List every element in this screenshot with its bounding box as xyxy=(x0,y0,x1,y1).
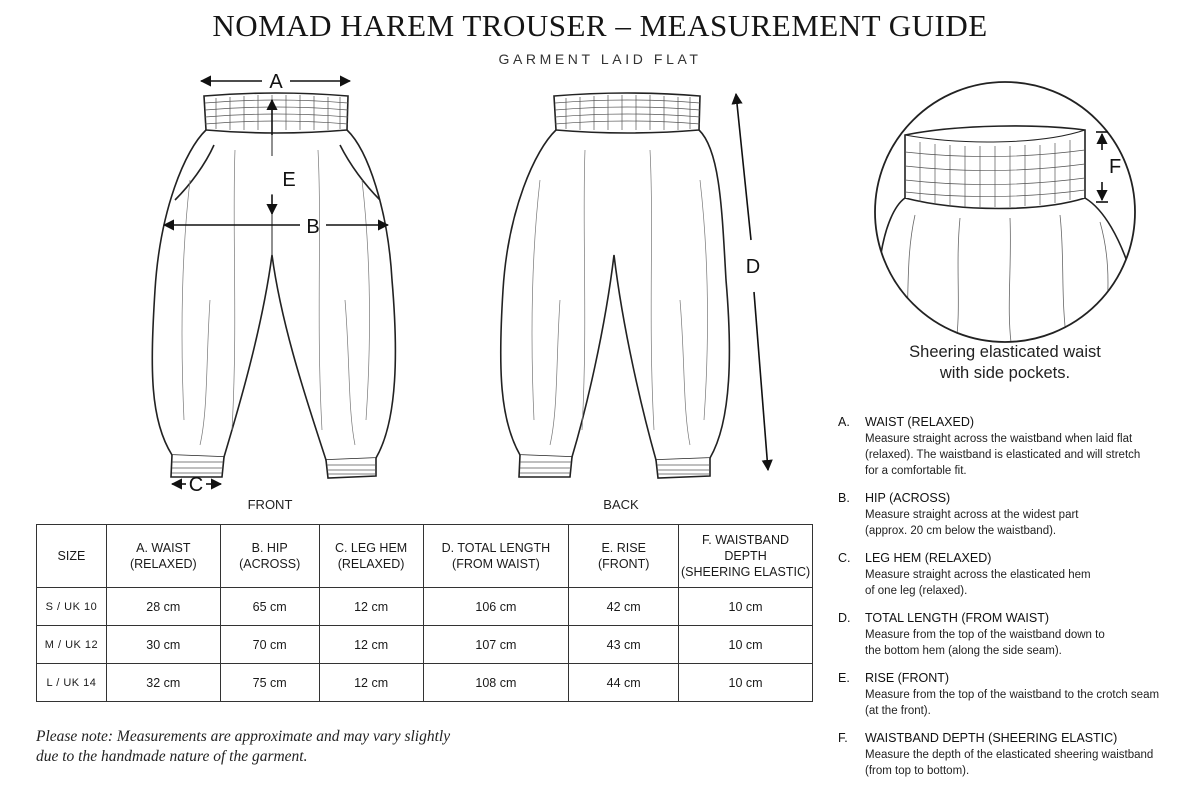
hip-cell: 65 cm xyxy=(220,588,319,626)
rise-cell: 42 cm xyxy=(569,588,679,626)
front-trouser-drawing xyxy=(152,93,395,478)
legend-letter: E. xyxy=(838,671,850,685)
legend-item-hip: B. HIP (ACROSS) Measure straight across at the widest part (approx. 20 cm below the waistband). xyxy=(838,491,1079,537)
hip-cell: 70 cm xyxy=(220,626,319,664)
legend-title: LEG HEM (RELAXED) xyxy=(865,551,992,565)
legend-item-waist: A. WAIST (RELAXED) Measure straight across the waistband when laid flat (relaxed). The waistband is elasticated and will stretch for a comfortable fit. xyxy=(838,415,1141,477)
page-title: NOMAD HAREM TROUSER – MEASUREMENT GUIDE xyxy=(212,8,988,43)
back-view-label: BACK xyxy=(603,497,639,512)
total-length-cell: 107 cm xyxy=(423,626,569,664)
legend-item-leg-hem: C. LEG HEM (RELAXED) Measure straight across the elasticated hem of one leg (relaxed). xyxy=(838,551,1091,597)
header-rise: E. RISE (FRONT) xyxy=(569,525,679,588)
hip-cell: 75 cm xyxy=(220,664,319,702)
header-leg-hem: C. LEG HEM (RELAXED) xyxy=(319,525,423,588)
legend-letter: A. xyxy=(838,415,850,429)
size-chart-table xyxy=(36,524,813,702)
measurement-legend xyxy=(838,414,1183,790)
total-length-cell: 106 cm xyxy=(423,588,569,626)
legend-title: RISE (FRONT) xyxy=(865,671,950,685)
waist-cell: 32 cm xyxy=(106,664,220,702)
waist-cell: 28 cm xyxy=(106,588,220,626)
waistband-detail-caption: Sheering elasticated waist with side pockets. xyxy=(909,343,1101,382)
waistband-depth-cell: 10 cm xyxy=(679,626,813,664)
front-view-label: FRONT xyxy=(247,497,293,512)
leg-hem-cell: 12 cm xyxy=(319,588,423,626)
header-total-length: D. TOTAL LENGTH (FROM WAIST) xyxy=(423,525,569,588)
size-cell: M / UK 12 xyxy=(37,626,107,664)
marker-d-label: D xyxy=(745,256,761,278)
header-waist: A. WAIST (RELAXED) xyxy=(106,525,220,588)
legend-title: TOTAL LENGTH (FROM WAIST) xyxy=(865,611,1050,625)
back-trouser-drawing xyxy=(501,93,730,478)
leg-hem-cell: 12 cm xyxy=(319,664,423,702)
header-waistband-depth: F. WAISTBAND DEPTH (SHEERING ELASTIC) xyxy=(679,525,813,588)
legend-letter: F. xyxy=(838,731,848,745)
waistband-detail-drawing xyxy=(875,82,1135,350)
legend-title: HIP (ACROSS) xyxy=(865,491,951,505)
total-length-cell: 108 cm xyxy=(423,664,569,702)
leg-hem-cell: 12 cm xyxy=(319,626,423,664)
page-subtitle: GARMENT LAID FLAT xyxy=(498,51,702,67)
legend-item-total-length: D. TOTAL LENGTH (FROM WAIST) Measure from the top of the waistband down to the bottom hem (along the side seam). xyxy=(838,611,1105,657)
marker-a-label: A xyxy=(269,71,283,93)
header-size: SIZE xyxy=(37,525,107,588)
waistband-depth-cell: 10 cm xyxy=(679,588,813,626)
legend-item-waistband-depth: F. WAISTBAND DEPTH (SHEERING ELASTIC) Measure the depth of the elasticated sheering waistband (from top to bottom). xyxy=(838,731,1154,777)
measurement-note: Please note: Measurements are approximate and may vary slightly due to the handmade nature of the garment. xyxy=(36,728,451,765)
size-cell: S / UK 10 xyxy=(37,588,107,626)
size-cell: L / UK 14 xyxy=(37,664,107,702)
table-header-row xyxy=(37,525,813,588)
legend-letter: B. xyxy=(838,491,850,505)
marker-f-label: F xyxy=(1109,156,1122,178)
legend-letter: D. xyxy=(838,611,851,625)
rise-cell: 43 cm xyxy=(569,626,679,664)
marker-c-label: C xyxy=(188,474,204,496)
header-hip: B. HIP (ACROSS) xyxy=(220,525,319,588)
legend-title: WAIST (RELAXED) xyxy=(865,415,975,429)
table-row xyxy=(37,626,813,664)
legend-letter: C. xyxy=(838,551,851,565)
legend-item-rise: E. RISE (FRONT) Measure from the top of the waistband to the crotch seam (at the front). xyxy=(838,671,1160,717)
marker-e-label: E xyxy=(282,169,296,191)
table-row xyxy=(37,588,813,626)
waistband-depth-cell: 10 cm xyxy=(679,664,813,702)
marker-b-label: B xyxy=(306,216,320,238)
waist-cell: 30 cm xyxy=(106,626,220,664)
legend-title: WAISTBAND DEPTH (SHEERING ELASTIC) xyxy=(865,731,1118,745)
rise-cell: 44 cm xyxy=(569,664,679,702)
table-row xyxy=(37,664,813,702)
